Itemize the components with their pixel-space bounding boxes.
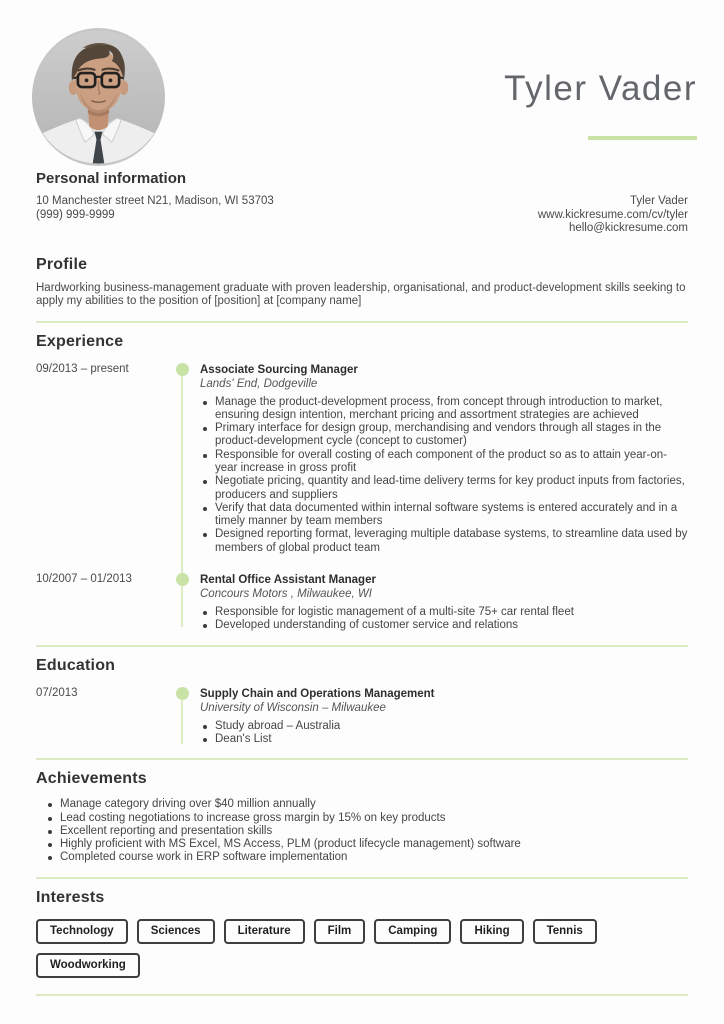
experience-entries [36, 363, 688, 633]
interest-tag: Camping [374, 919, 451, 944]
school-subtitle: University of Wisconsin – Milwaukee [200, 701, 386, 714]
experience-entry [36, 363, 688, 556]
personal-info-heading: Personal information [36, 170, 187, 187]
job-subtitle: Concours Motors , Milwaukee, WI [200, 588, 372, 601]
bullet-item: Designed reporting format, leveraging multiple database systems, to streamline data used by members of global product team [200, 528, 688, 555]
job-subtitle: Lands' End, Dodgeville [200, 377, 318, 390]
interests-section [36, 889, 688, 978]
education-heading: Education [36, 656, 116, 674]
job-bullet-list [200, 606, 688, 633]
interest-tag: Film [314, 919, 366, 944]
bullet-item: Verify that data documented within internal software systems is entered accurately and in a timely manner by team members [200, 502, 688, 529]
job-bullet-list [200, 396, 688, 556]
profile-section [36, 256, 688, 309]
bullet-item: Manage the product-development process, from concept through introduction to market, ensuring design intention, merchant pricing and assortment strategies are achieved [200, 396, 688, 423]
bullet-item: Study abroad – Australia [200, 720, 688, 733]
bullet-item: Responsible for logistic management of a multi-site 75+ car rental fleet [200, 606, 688, 619]
achievement-item: Lead costing negotiations to increase gross margin by 15% on key products [46, 812, 688, 825]
resume-name: Tyler Vader [504, 69, 697, 108]
interest-tag: Literature [224, 919, 305, 944]
bullet-item: Responsible for overall costing of each component of the product so as to attain year-on-year increase in gross profit [200, 449, 688, 476]
section-divider [36, 321, 688, 323]
education-bullet-list [200, 720, 688, 747]
profile-text: Hardworking business-management graduate with proven leadership, organisational, and product-development skills seeking to apply my abilities to the position of [position] at [company name] [36, 281, 686, 307]
interest-tag: Sciences [137, 919, 215, 944]
website-link: www.kickresume.com/cv/tyler [537, 208, 688, 221]
resume-header [0, 0, 724, 170]
interest-tag: Hiking [460, 919, 523, 944]
achievement-item: Manage category driving over $40 million annually [46, 798, 688, 811]
education-entries [36, 687, 688, 747]
achievements-list [46, 798, 688, 864]
interests-heading: Interests [36, 888, 105, 906]
section-divider [36, 758, 688, 760]
bullet-item: Dean's List [200, 733, 688, 746]
achievements-section [36, 770, 688, 864]
achievement-item: Excellent reporting and presentation skills [46, 825, 688, 838]
entry-date: 09/2013 – present [36, 362, 129, 375]
email-link: hello@kickresume.com [568, 222, 688, 234]
profile-heading: Profile [36, 255, 88, 273]
timeline-dot [176, 363, 189, 376]
portrait-illustration [32, 28, 165, 166]
timeline-dot [176, 687, 189, 700]
experience-section [36, 333, 688, 633]
education-entry [36, 687, 688, 747]
profile-photo [32, 28, 165, 166]
bullet-item: Primary interface for design group, merchandising and vendors through all stages in the product-development cycle (concept to customer) [200, 422, 688, 449]
contact-name-text: Tyler Vader [630, 195, 688, 207]
timeline-dot [176, 573, 189, 586]
job-title: Rental Office Assistant Manager [200, 574, 376, 587]
entry-date: 10/2007 – 01/2013 [36, 573, 132, 586]
achievement-item: Highly proficient with MS Excel, MS Access, PLM (product lifecycle management) software [46, 838, 688, 851]
bullet-item: Developed understanding of customer service and relations [200, 619, 688, 632]
experience-heading: Experience [36, 332, 124, 350]
personal-info-section [36, 170, 688, 236]
bullet-item: Negotiate pricing, quantity and lead-time delivery terms for key product inputs from factories, producers and suppliers [200, 475, 688, 502]
entry-date: 07/2013 [36, 686, 78, 699]
job-title: Associate Sourcing Manager [200, 363, 358, 376]
section-divider [36, 994, 688, 996]
interest-tags [36, 919, 688, 978]
interest-tag: Tennis [533, 919, 597, 944]
experience-entry [36, 573, 688, 633]
phone-text: (999) 999-9999 [36, 208, 115, 221]
degree-title: Supply Chain and Operations Management [200, 687, 435, 700]
interest-tag: Technology [36, 919, 128, 944]
section-divider [36, 645, 688, 647]
name-accent-underline [588, 136, 697, 140]
education-section [36, 657, 688, 747]
achievement-item: Completed course work in ERP software implementation [46, 851, 688, 864]
address-text: 10 Manchester street N21, Madison, WI 53703 [36, 195, 274, 207]
section-divider [36, 877, 688, 879]
achievements-heading: Achievements [36, 770, 147, 788]
interest-tag: Woodworking [36, 953, 140, 978]
